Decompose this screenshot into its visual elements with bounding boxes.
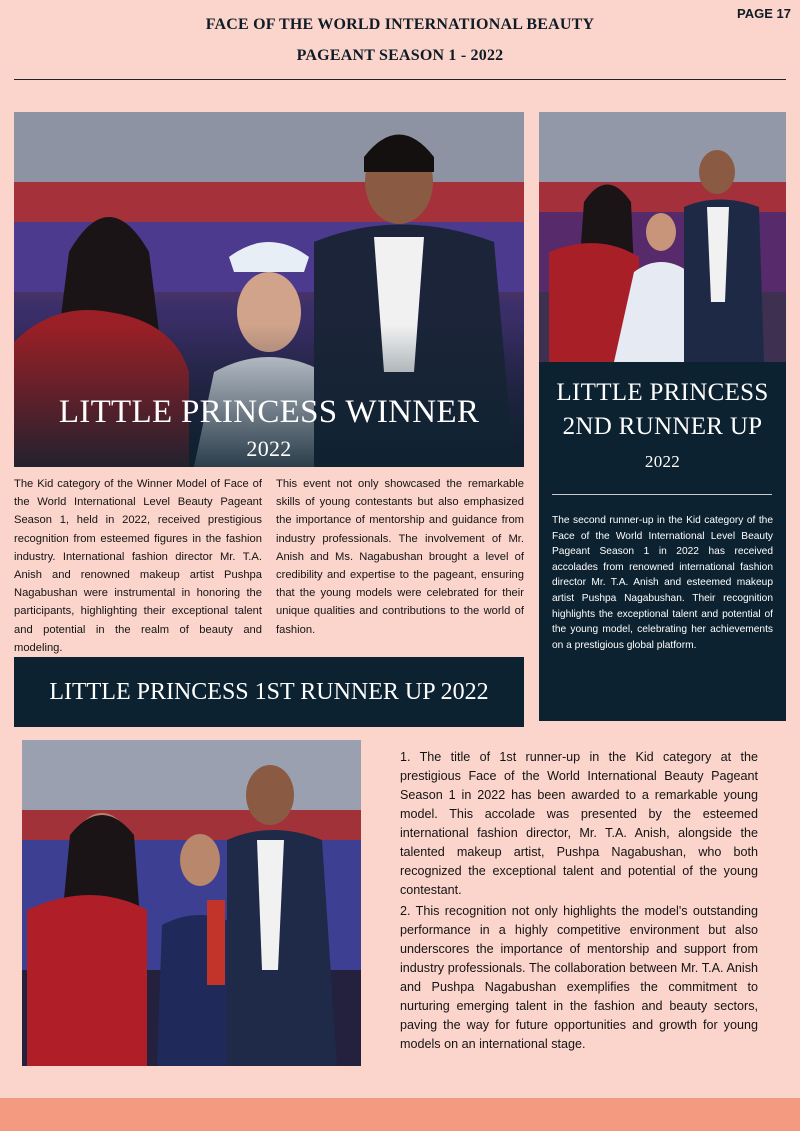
second-runner-up-heading-line-1: LITTLE PRINCESS	[556, 379, 769, 406]
page-title-line-1: FACE OF THE WORLD INTERNATIONAL BEAUTY	[205, 16, 595, 33]
second-runner-up-photo	[539, 112, 786, 362]
footer-band	[0, 1098, 800, 1131]
first-runner-up-photo	[22, 740, 361, 1066]
winner-heading: LITTLE PRINCESS WINNER	[58, 394, 480, 430]
first-runner-up-paragraph-2: 2. This recognition not only highlights the model's outstanding performance in a highly competitive environment but also underscores the importance of mentorship and support from industry professionals. The collaboration between Mr. T.A. Anish and Pushpa Nagabushan exemplifies the commitment to nurturing emerging talent in the fashion and beauty sectors, paving the way for future opportunities and growth for young models on an international stage.	[400, 904, 758, 1051]
page-number: PAGE 17	[737, 6, 791, 21]
second-runner-up-divider	[552, 494, 772, 495]
first-runner-up-paragraph-1: 1. The title of 1st runner-up in the Kid category at the prestigious Face of the World International Beauty Pageant Season 1 in 2022 has been awarded to a remarkable young model. This accolade was presented by the esteemed international fashion director, Mr. T.A. Anish, alongside the talented makeup artist, Pushpa Nagabushan, who both recognized the exceptional talent and potential of the young contestant.	[400, 750, 758, 897]
second-runner-up-heading-line-2: 2ND RUNNER UP	[562, 413, 763, 440]
header-divider	[14, 79, 786, 80]
first-runner-up-heading: LITTLE PRINCESS 1ST RUNNER UP 2022	[49, 679, 489, 705]
second-runner-up-paragraph: The second runner-up in the Kid category of the Face of the World International Level Beauty Pageant Season 1 in 2022 has received accolades from renowned international fashion director Mr. T.A. Anish and esteemed makeup artist Pushpa Nagabushan. Their recognition highlights the exceptional talent and potential of the young model, celebrating her achievements on a prestigious global platform.	[552, 515, 773, 651]
winner-year: 2022	[246, 436, 292, 461]
winner-paragraph-2: This event not only showcased the remarkable skills of young contestants but also emphasized the importance of mentorship and guidance from industry professionals. The involvement of Mr. Anish and Ms. Nagabushan brought a level of credibility and expertise to the pageant, ensuring that the young models were celebrated for their unique qualities and contributions to the world of fashion.	[276, 478, 524, 636]
winner-paragraph-1: The Kid category of the Winner Model of Face of the World International Level Beauty Pageant Season 1, held in 2022, received prestigious recognition from esteemed figures in the fashion industry. International fashion director Mr. T.A. Anish and renowned makeup artist Pushpa Nagabushan were instrumental in honoring the participants, highlighting their exceptional talent and potential in the realm of beauty and modeling.	[14, 478, 262, 654]
page-title-line-2: PAGEANT SEASON 1 - 2022	[296, 47, 504, 64]
second-runner-up-year: 2022	[644, 452, 681, 471]
